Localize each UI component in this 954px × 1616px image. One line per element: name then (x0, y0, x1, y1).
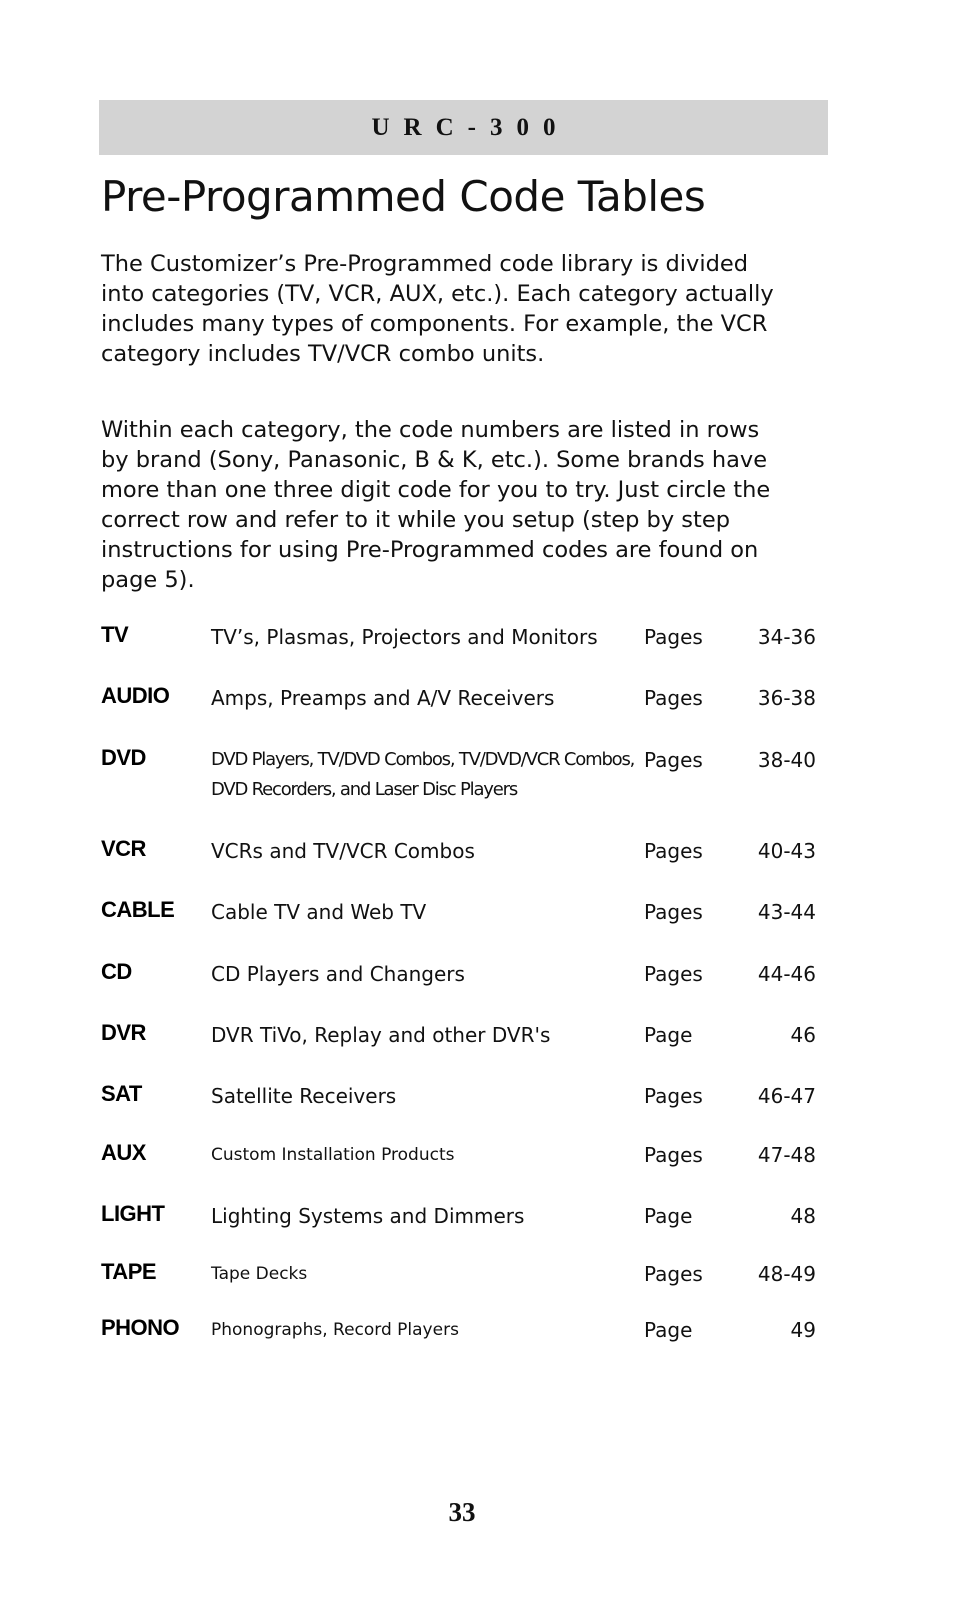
category-description: DVD Players, TV/DVD Combos, TV/DVD/VCR Combos, DVD Recorders, and Laser Disc Players (211, 749, 635, 800)
category-description: Cable TV and Web TV (211, 900, 427, 924)
category-description: Phonographs, Record Players (211, 1320, 459, 1340)
category-row-tv (101, 622, 821, 662)
category-row-dvr (101, 1020, 821, 1060)
category-name: AUDIO (101, 683, 170, 708)
pages-label: Pages (644, 1143, 703, 1167)
category-description: Custom Installation Products (211, 1145, 455, 1165)
category-description: Lighting Systems and Dimmers (211, 1204, 525, 1228)
category-description: CD Players and Changers (211, 962, 465, 986)
category-row-sat (101, 1081, 821, 1121)
category-description: VCRs and TV/VCR Combos (211, 839, 475, 863)
category-description: TV’s, Plasmas, Projectors and Monitors (211, 625, 598, 649)
pages-label: Page (644, 1318, 693, 1342)
category-row-vcr (101, 836, 821, 876)
pages-label: Page (644, 1023, 693, 1047)
header-bar (99, 100, 828, 155)
category-name: PHONO (101, 1315, 180, 1340)
pages-label: Pages (644, 686, 703, 710)
pages-range: 34-36 (757, 625, 816, 649)
category-description: Amps, Preamps and A/V Receivers (211, 686, 555, 710)
intro-paragraph-2: Within each category, the code numbers are listed in rows by brand (Sony, Panasonic, B & K, etc.). Some brands have more than one three digit code for you to try. Just circle the correct row and refer to it while you setup (step by step instructions for using Pre-Programmed codes are found on page 5). (101, 417, 771, 593)
category-row-phono (101, 1315, 821, 1355)
pages-label: Pages (644, 962, 703, 986)
pages-range: 47-48 (757, 1143, 816, 1167)
pages-label: Pages (644, 625, 703, 649)
category-row-cable (101, 897, 821, 937)
pages-range: 40-43 (757, 839, 816, 863)
pages-range: 48-49 (757, 1262, 816, 1286)
category-name: CD (101, 959, 132, 984)
pages-label: Pages (644, 748, 703, 772)
category-name: SAT (101, 1081, 142, 1106)
category-row-dvd (101, 745, 821, 805)
pages-label: Pages (644, 839, 703, 863)
category-name: VCR (101, 836, 146, 861)
intro-paragraph-1: The Customizer’s Pre-Programmed code library is divided into categories (TV, VCR, AUX, etc.). Each category actually includes many types of components. For example, the VCR category includes TV/VCR combo units. (101, 251, 774, 367)
category-row-light (101, 1201, 821, 1241)
pages-range: 36-38 (757, 686, 816, 710)
category-name: CABLE (101, 897, 175, 922)
pages-range: 43-44 (757, 900, 816, 924)
pages-range: 49 (790, 1318, 816, 1342)
model-label: URC-300 (371, 113, 570, 141)
category-description: Tape Decks (211, 1264, 308, 1284)
pages-label: Pages (644, 1262, 703, 1286)
category-name: TAPE (101, 1259, 157, 1284)
pages-label: Pages (644, 1084, 703, 1108)
pages-range: 46-47 (757, 1084, 816, 1108)
category-row-tape (101, 1259, 821, 1299)
pages-range: 48 (790, 1204, 816, 1228)
pages-label: Page (644, 1204, 693, 1228)
category-row-cd (101, 959, 821, 999)
category-name: TV (101, 622, 129, 647)
category-name: LIGHT (101, 1201, 165, 1226)
category-description: DVR TiVo, Replay and other DVR's (211, 1023, 551, 1047)
pages-range: 38-40 (757, 748, 816, 772)
category-description: Satellite Receivers (211, 1084, 397, 1108)
category-name: DVD (101, 745, 146, 770)
category-row-audio (101, 683, 821, 723)
pages-range: 44-46 (757, 962, 816, 986)
category-name: DVR (101, 1020, 146, 1045)
pages-range: 46 (790, 1023, 816, 1047)
category-name: AUX (101, 1140, 146, 1165)
pages-label: Pages (644, 900, 703, 924)
category-row-aux (101, 1140, 821, 1180)
page-number: 33 (448, 1497, 476, 1527)
page-title: Pre-Programmed Code Tables (101, 172, 706, 221)
